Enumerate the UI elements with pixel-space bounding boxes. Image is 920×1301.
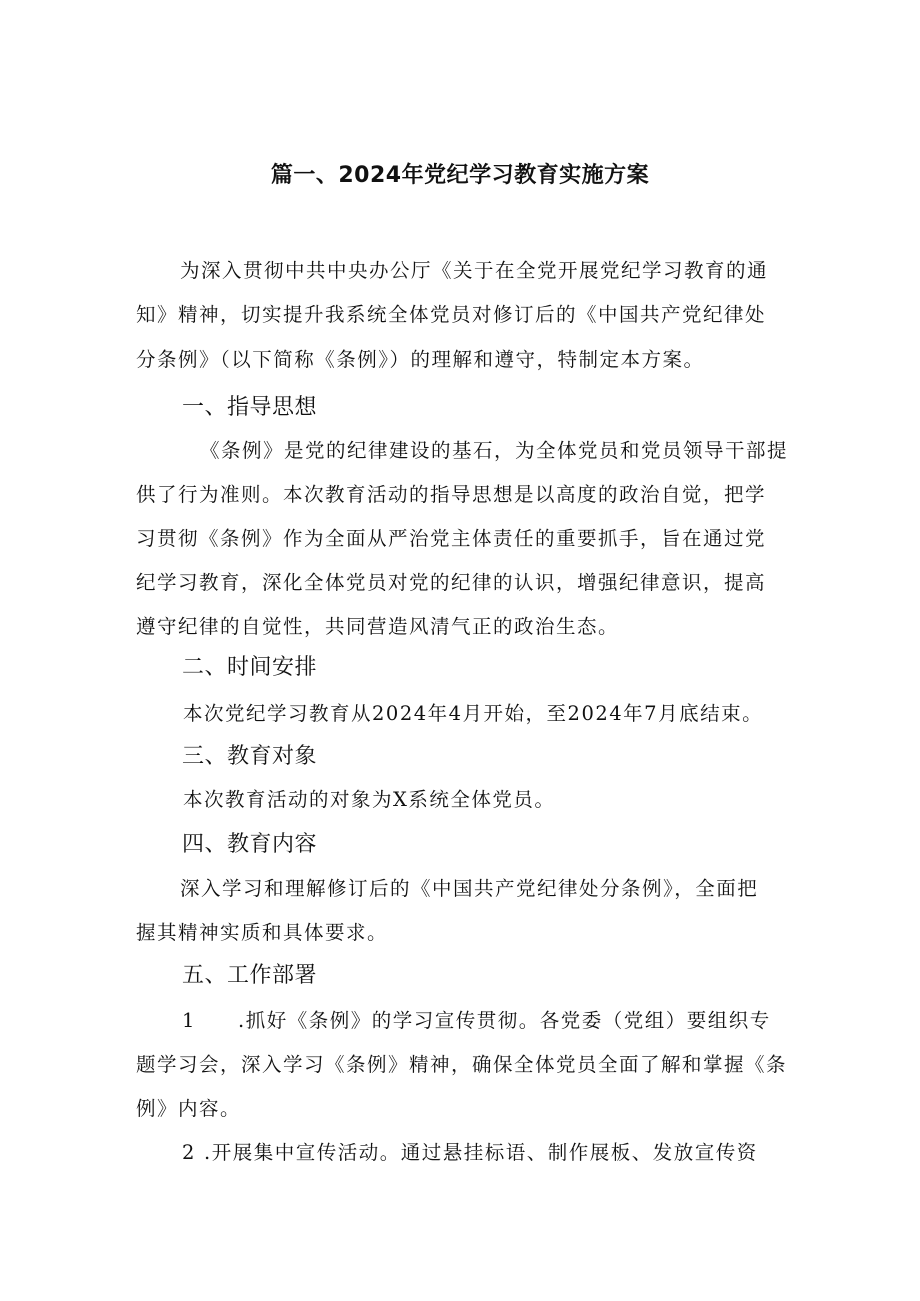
section5-item1-line-1 (182, 1006, 771, 1036)
section5-item1-line-3: 例》内容。 (136, 1097, 242, 1120)
section4-line-1: 深入学习和理解修订后的《中国共产党纪律处分条例》，全面把 (180, 877, 759, 900)
section4-line-2: 握其精神实质和具体要求。 (136, 921, 389, 944)
section5-item1-line-2: 题学习会，深入学习《条例》精神，确保全体党员全面了解和掌握《条 (136, 1053, 788, 1076)
section1-line-3: 习贯彻《条例》作为全面从严治党主体责任的重要抓手，旨在通过党 (136, 527, 767, 550)
document-title: 篇一、2024年党纪学习教育实施方案 (270, 163, 650, 188)
intro-line-1: 为深入贯彻中共中央办公厅《关于在全党开展党纪学习教育的通 (180, 259, 769, 282)
item-number: 2 (182, 1141, 196, 1164)
intro-line-3: 分条例》（以下简称《条例》）的理解和遵守，特制定本方案。 (136, 348, 705, 371)
intro-line-2: 知》精神，切实提升我系统全体党员对修订后的《中国共产党纪律处 (136, 303, 767, 326)
section2-line-1: 本次党纪学习教育从2024年4月开始，至2024年7月底结束。 (183, 702, 764, 725)
item-number: 1 (182, 1009, 196, 1032)
section-heading-audience: 三、教育对象 (182, 744, 318, 769)
section1-line-4: 纪学习教育，深化全体党员对党的纪律的认识，增强纪律意识，提高 (136, 571, 767, 594)
item-text: .开展集中宣传活动。通过悬挂标语、制作展板、发放宣传资 (204, 1141, 758, 1164)
section3-line-1: 本次教育活动的对象为X系统全体党员。 (183, 788, 556, 811)
section-heading-schedule: 二、时间安排 (182, 655, 318, 680)
section-heading-guiding-thought: 一、指导思想 (182, 395, 318, 420)
section1-line-1: 《条例》是党的纪律建设的基石，为全体党员和党员领导干部提 (200, 439, 789, 462)
section-heading-deployment: 五、工作部署 (182, 963, 318, 988)
item-text: .抓好《条例》的学习宣传贯彻。各党委（党组）要组织专 (238, 1009, 771, 1032)
section5-item2-line-1 (182, 1138, 758, 1168)
section-heading-content: 四、教育内容 (182, 832, 318, 857)
section1-line-5: 遵守纪律的自觉性，共同营造风清气正的政治生态。 (136, 615, 620, 638)
section1-line-2: 供了行为准则。本次教育活动的指导思想是以高度的政治自觉，把学 (136, 483, 767, 506)
